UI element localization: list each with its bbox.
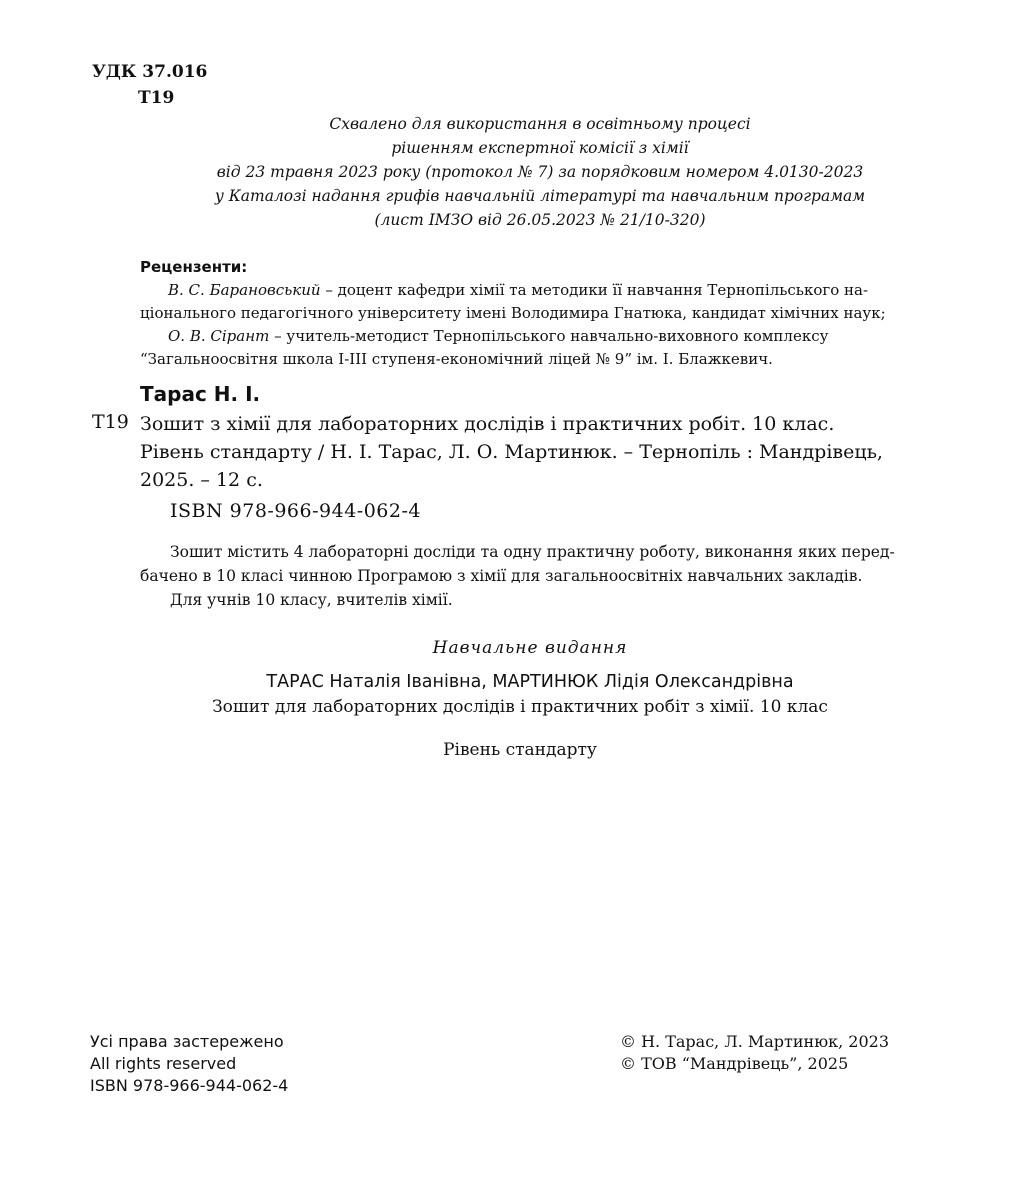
reviewer-1-text: – доцент кафедри хімії та методики її навчання Тернопільського на- <box>320 281 869 299</box>
approval-notice <box>190 112 890 232</box>
reviewer-1 <box>140 279 954 302</box>
annotation-line: Зошит містить 4 лабораторні досліди та одну практичну роботу, виконання яких перед- <box>170 543 895 561</box>
udk-code: УДК 37.016 <box>92 62 208 82</box>
bibliographic-line: Рівень стандарту / Н. І. Тарас, Л. О. Мартинюк. – Тернопіль : Мандрівець, <box>140 441 883 463</box>
level-label: Рівень стандарту <box>443 740 597 760</box>
copyright-publisher: © ТОВ “Мандрівець”, 2025 <box>620 1054 849 1073</box>
bibliographic-code: Т19 <box>92 411 129 433</box>
footer-isbn: ISBN 978-966-944-062-4 <box>90 1076 289 1095</box>
annotation <box>140 540 960 612</box>
reviewer-2 <box>140 325 954 348</box>
rights-en: All rights reserved <box>90 1054 237 1073</box>
book-title: Зошит для лабораторних дослідів і практичних робіт з хімії. 10 клас <box>212 697 828 717</box>
annotation-line: Для учнів 10 класу, вчителів хімії. <box>170 591 453 609</box>
bibliographic-line: 2025. – 12 с. <box>140 469 263 491</box>
copyright-authors: © Н. Тарас, Л. Мартинюк, 2023 <box>620 1032 890 1051</box>
approval-line: рішенням експертної комісії з хімії <box>391 139 689 157</box>
bibliographic-author: Тарас Н. І. <box>140 382 261 406</box>
approval-line: у Каталозі надання грифів навчальній літературі та навчальним програмам <box>214 187 866 205</box>
approval-line: від 23 травня 2023 року (протокол № 7) за порядковим номером 4.0130-2023 <box>216 163 864 181</box>
copyright-block <box>620 1031 889 1075</box>
annotation-line: бачено в 10 класі чинною Програмою з хімії для загальноосвітніх навчальних закладів. <box>140 567 863 585</box>
approval-line: Схвалено для використання в освітньому процесі <box>329 115 751 133</box>
bibliographic-line: Зошит з хімії для лабораторних дослідів і практичних робіт. 10 клас. <box>140 413 835 435</box>
edition-type: Навчальне видання <box>432 638 628 658</box>
reviewer-2-text: – учитель-методист Тернопільського навчально-виховного комплексу <box>269 327 829 345</box>
rights-block <box>90 1031 288 1097</box>
authors-full-names: ТАРАС Наталія Іванівна, МАРТИНЮК Лідія Олександрівна <box>266 672 794 692</box>
bibliographic-description <box>140 410 964 494</box>
isbn: ISBN 978-966-944-062-4 <box>170 500 421 522</box>
reviewer-1-continuation: ціонального педагогічного університету імені Володимира Гнатюка, кандидат хімічних наук; <box>140 304 886 322</box>
approval-line: (лист ІМЗО від 26.05.2023 № 21/10-320) <box>374 211 706 229</box>
reviewer-2-continuation: “Загальноосвітня школа І-ІІІ ступеня-економічний ліцей № 9” ім. І. Блажкевич. <box>140 350 773 368</box>
reviewers-section <box>140 256 954 371</box>
catalog-code: Т19 <box>138 88 175 108</box>
reviewers-heading: Рецензенти: <box>140 258 248 276</box>
reviewer-1-name: В. С. Барановський <box>168 281 321 299</box>
rights-ua: Усі права застережено <box>90 1032 284 1051</box>
reviewer-2-name: О. В. Сірант <box>168 327 270 345</box>
